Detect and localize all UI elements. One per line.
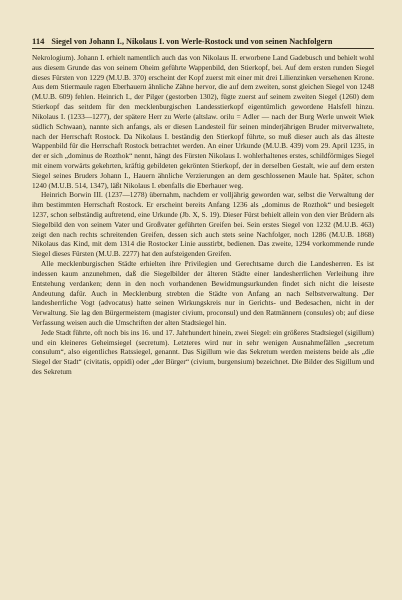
page-number: 114 xyxy=(32,36,45,46)
paragraph: Jede Stadt führte, oft noch bis ins 16. und 17. Jahrhundert hinein, zwei Siegel: ein größeres Stadtsiegel (sigillum) und ein kleineres Geheimsiegel (secretum). Letzteres wird nur in sehr wenigen Ausnahmefällen „secretum consulum“, also eigentliches Ratssiegel, genannt. Das Sigillum wie das Sekretum werden meistens beide als „die Siegel der Stadt“ (civitatis, oppidi) oder „der Bürger“ (civium, burgensium) bezeichnet. Die Bilder des Sigillum und des Sekretum xyxy=(32,327,374,376)
running-header xyxy=(32,36,374,49)
paragraph: Nekrologium). Johann I. erhielt namentlich auch das von Nikolaus II. erworbene Land Gadebusch und behielt wohl aus diesem Grunde das von seinem Oheim geführte Wappenbild, den Stierkopf, bei. Auf dem ersten runden Siegel dieses Fürsten von 1229 (M.U.B. 370) erscheint der Kopf zuerst mit einer mit drei Lilienzinken versehenen Krone. Aus dem Stiermaule ragen Eberhauern ähnliche Zähne hervor, die auf dem zweiten, sonst gleichen Siegel von 1248 (M.U.B. 609) fehlen. Heinrich I., der Pilger (gestorben 1302), fügte zuerst auf seinem zweiten Siegel (1260) dem Stierkopf das seitdem für den mecklenburgischen Landesstierkopf eigentümlich gewordene Halsfell hinzu. Nikolaus I. (1233—1277), der spätere Herr zu Werle (altslaw. orilu = Adler — nach der Burg Werle unweit Wiek südlich Schwaan), nannte sich anfangs, als er diesen Landesteil für seinen minderjährigen Bruder mitverwaltete, nach der Herrschaft Rostock. Da Nikolaus I. beständig den Stierkopf führte, so muß dieser auch als das älteste Wappenbild für die Herrschaft Rostock betrachtet werden. An einer Urkunde (M.U.B. 439) vom 29. April 1235, in der er sich „dominus de Rozthok“ nennt, hängt des Fürsten Nikolaus I. wohlerhaltenes erstes, schildförmiges Siegel mit einem vorwärts gekehrten, kräftig gebildeten gekrönten Stierkopf, der in derselben Gestalt, wie auf dem ersten Siegel seines Bruders Johann I., Hauern ähnliche Verzierungen an dem geschlossenen Maule hat. Später, schon 1240 (M.U.B. 514, 1347), läßt Nikolaus I. ebenfalls die Eberhauer weg. xyxy=(32,53,374,190)
body-text xyxy=(32,53,374,377)
running-title: Siegel von Johann I., Nikolaus I. von Werle-Rostock und von seinen Nachfolgern xyxy=(51,37,333,46)
paragraph: Heinrich Borwin III. (1237—1278) übernahm, nachdem er volljährig geworden war, selbst die Verwaltung der ihm bestimmten Herrschaft Rostock. Er erscheint bereits Anfang 1236 als „dominus de Rozthok“ und besiegelt 1237, schon selbständig auftretend, eine Urkunde (Jb. X, S. 19). Dieser Fürst behielt allein von den vier Brüdern als Siegelbild den von seinem Vater und Großvater geführten Greifen bei. Sein erstes Siegel von 1232 (M.U.B. 463) zeigt den nach rechts schreitenden Greifen, dessen sich auch stets seine Nachfolger, noch 1286 (M.U.B. 1868) Nikolaus das Kind, mit dem 1314 die Rostocker Linie ausstirbt, bedienen. Das zweite, 1294 vorkommende runde Siegel dieses Fürsten (M.U.B. 2277) hat den aufsteigenden Greifen. xyxy=(32,190,374,259)
paragraph: Alle mecklenburgischen Städte erhielten ihre Privilegien und Gerechtsame durch die Landesherren. Es ist indessen kaum anzunehmen, daß die Siegelbilder der älteren Städte einer landesherrlichen Verleihung ihre Entstehung verdanken; denn in den noch vorhandenen Bewidmungsurkunden findet sich nicht die leiseste Andeutung dafür. Auch in Mecklenburg strebten die Städte von Anfang an nach Selbstverwaltung. Der landesherrliche Vogt (advocatus) hatte seinen Wirkungskreis nur in Gerichts- und Bedesachen, nicht in der Verwaltung. Sie lag den Bürgermeistern (magister civium, proconsul) und den Ratmännern (consules) ob; auf diese Verfassung weisen auch die Umschriften der alten Stadtsiegel hin. xyxy=(32,259,374,327)
